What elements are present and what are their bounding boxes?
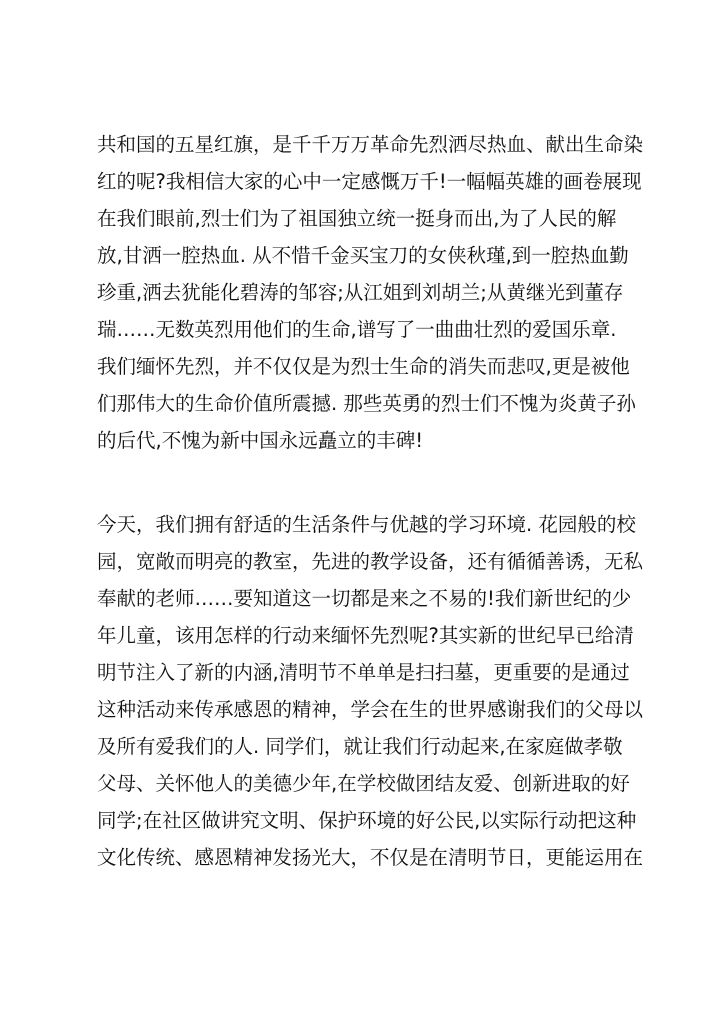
text-line: 同学;在社区做讲究文明、保护环境的好公民,以实际行动把这种 (97, 809, 637, 832)
text-line: 共和国的五星红旗，是千千万万革命先烈洒尽热血、献出生命染 (97, 133, 644, 156)
text-line: 这种活动来传承感恩的精神，学会在生的世界感谢我们的父母以 (97, 698, 644, 721)
text-line: 年儿童，该用怎样的行动来缅怀先烈呢?其实新的世纪早已给清 (97, 624, 634, 647)
paragraph-2 (97, 506, 642, 876)
text-line: 放,甘洒一腔热血. 从不惜千金买宝刀的女侠秋瑾,到一腔热血勤 (97, 244, 629, 267)
text-line: 园，宽敞而明亮的教室，先进的教学设备，还有循循善诱，无私 (97, 550, 644, 573)
text-line: 在我们眼前,烈士们为了祖国独立统一挺身而出,为了人民的解 (97, 207, 617, 230)
text-line: 瑞……无数英烈用他们的生命,谱写了一曲曲壮烈的爱国乐章. (97, 318, 617, 341)
text-line: 我们缅怀先烈，并不仅仅是为烈士生命的消失而悲叹,更是被他 (97, 355, 630, 378)
text-line: 的后代,不愧为新中国永远矗立的丰碑! (97, 429, 424, 452)
text-line: 珍重,洒去犹能化碧涛的邹容;从江姐到刘胡兰;从黄继光到董存 (97, 281, 624, 304)
text-line: 父母、关怀他人的美德少年,在学校做团结友爱、创新进取的好 (97, 772, 630, 795)
paragraph-1 (97, 126, 642, 459)
text-line: 及所有爱我们的人. 同学们，就让我们行动起来,在家庭做孝敬 (97, 735, 623, 758)
text-line: 文化传统、感恩精神发扬光大，不仅是在清明节日，更能运用在 (97, 846, 644, 869)
text-line: 们那伟大的生命价值所震撼. 那些英勇的烈士们不愧为炎黄子孙 (97, 392, 636, 415)
text-line: 明节注入了新的内涵,清明节不单单是扫扫墓，更重要的是通过 (97, 661, 630, 684)
text-line: 奉献的老师……要知道这一切都是来之不易的!我们新世纪的少 (97, 587, 632, 610)
text-line: 今天，我们拥有舒适的生活条件与优越的学习环境. 花园般的校 (97, 513, 636, 536)
text-line: 红的呢?我相信大家的心中一定感慨万千!一幅幅英雄的画卷展现 (97, 170, 642, 193)
